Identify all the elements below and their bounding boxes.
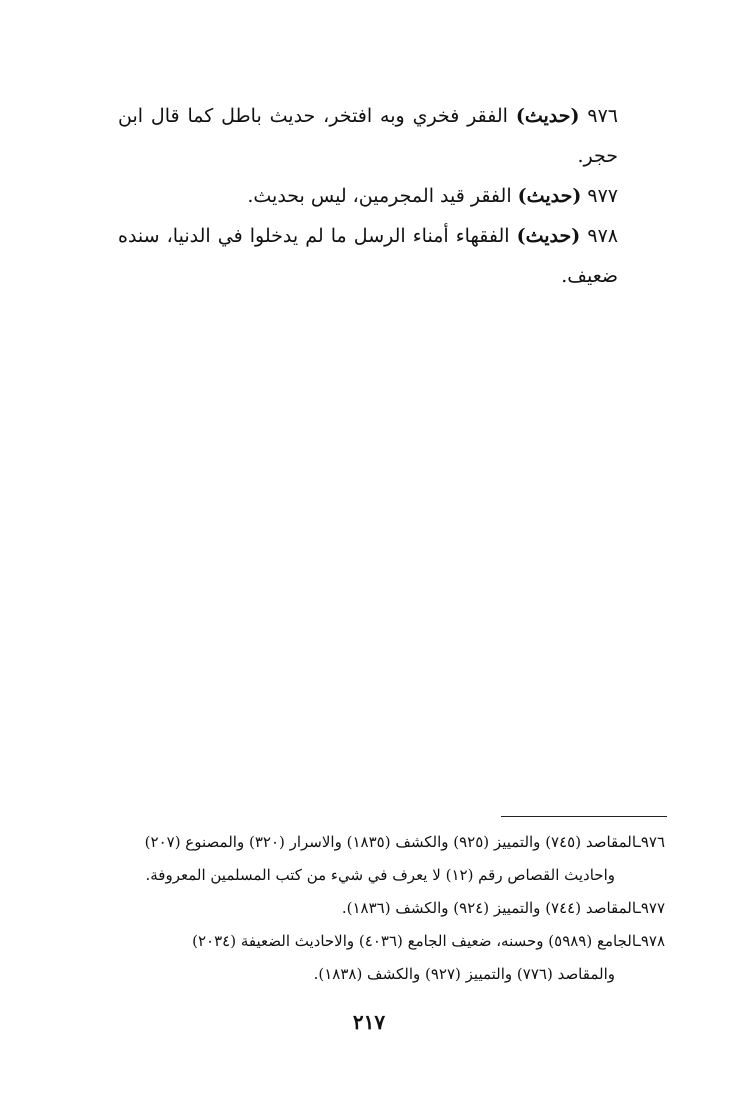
entry-number: ٩٧٧ — [587, 185, 618, 207]
footnote-line2: والمقاصد (٧٧٦) والتمييز (٩٢٧) والكشف (١٨٣٨). — [313, 965, 615, 983]
hadith-entries — [118, 96, 618, 296]
entry-keyword: (حديث) — [517, 185, 582, 207]
footnote-977 — [105, 892, 665, 925]
footnote-line1: المقاصد (٧٤٤) والتمييز (٩٢٤) والكشف (١٨٣٦). — [341, 899, 637, 917]
footnote-line1: المقاصد (٧٤٥) والتمييز (٩٢٥) والكشف (١٨٣٥) والاسرار (٣٢٠) والمصنوع (٢٠٧) — [144, 833, 637, 851]
hadith-entry-977 — [118, 176, 618, 216]
footnote-line2: واحاديث القصاص رقم (١٢) لا يعرف في شيء من كتب المسلمين المعروفة. — [145, 866, 615, 884]
footnote-978 — [105, 925, 665, 991]
entry-number: ٩٧٦ — [587, 105, 618, 127]
entry-keyword: (حديث) — [516, 225, 581, 247]
entry-keyword: (حديث) — [515, 105, 580, 127]
footnotes — [105, 826, 665, 991]
footnote-number: ٩٧٨ـ — [636, 932, 665, 950]
entry-text: الفقر قيد المجرمين، ليس بحديث. — [247, 185, 512, 207]
entry-text: الفقر فخري وبه افتخر، حديث باطل كما قال ابن حجر. — [118, 105, 618, 167]
footnote-line1: الجامع (٥٩٨٩) وحسنه، ضعيف الجامع (٤٠٣٦) والاحاديث الضعيفة (٢٠٣٤) — [192, 932, 637, 950]
page-number: ٢١٧ — [352, 1010, 386, 1034]
entry-text: الفقهاء أمناء الرسل ما لم يدخلوا في الدنيا، سنده ضعيف. — [118, 225, 618, 287]
footnote-number: ٩٧٧ـ — [636, 899, 665, 917]
footnote-976 — [105, 826, 665, 892]
footnote-number: ٩٧٦ـ — [636, 833, 665, 851]
entry-number: ٩٧٨ — [587, 225, 618, 247]
footnote-divider — [501, 816, 667, 817]
hadith-entry-976 — [118, 96, 618, 176]
hadith-entry-978 — [118, 216, 618, 296]
